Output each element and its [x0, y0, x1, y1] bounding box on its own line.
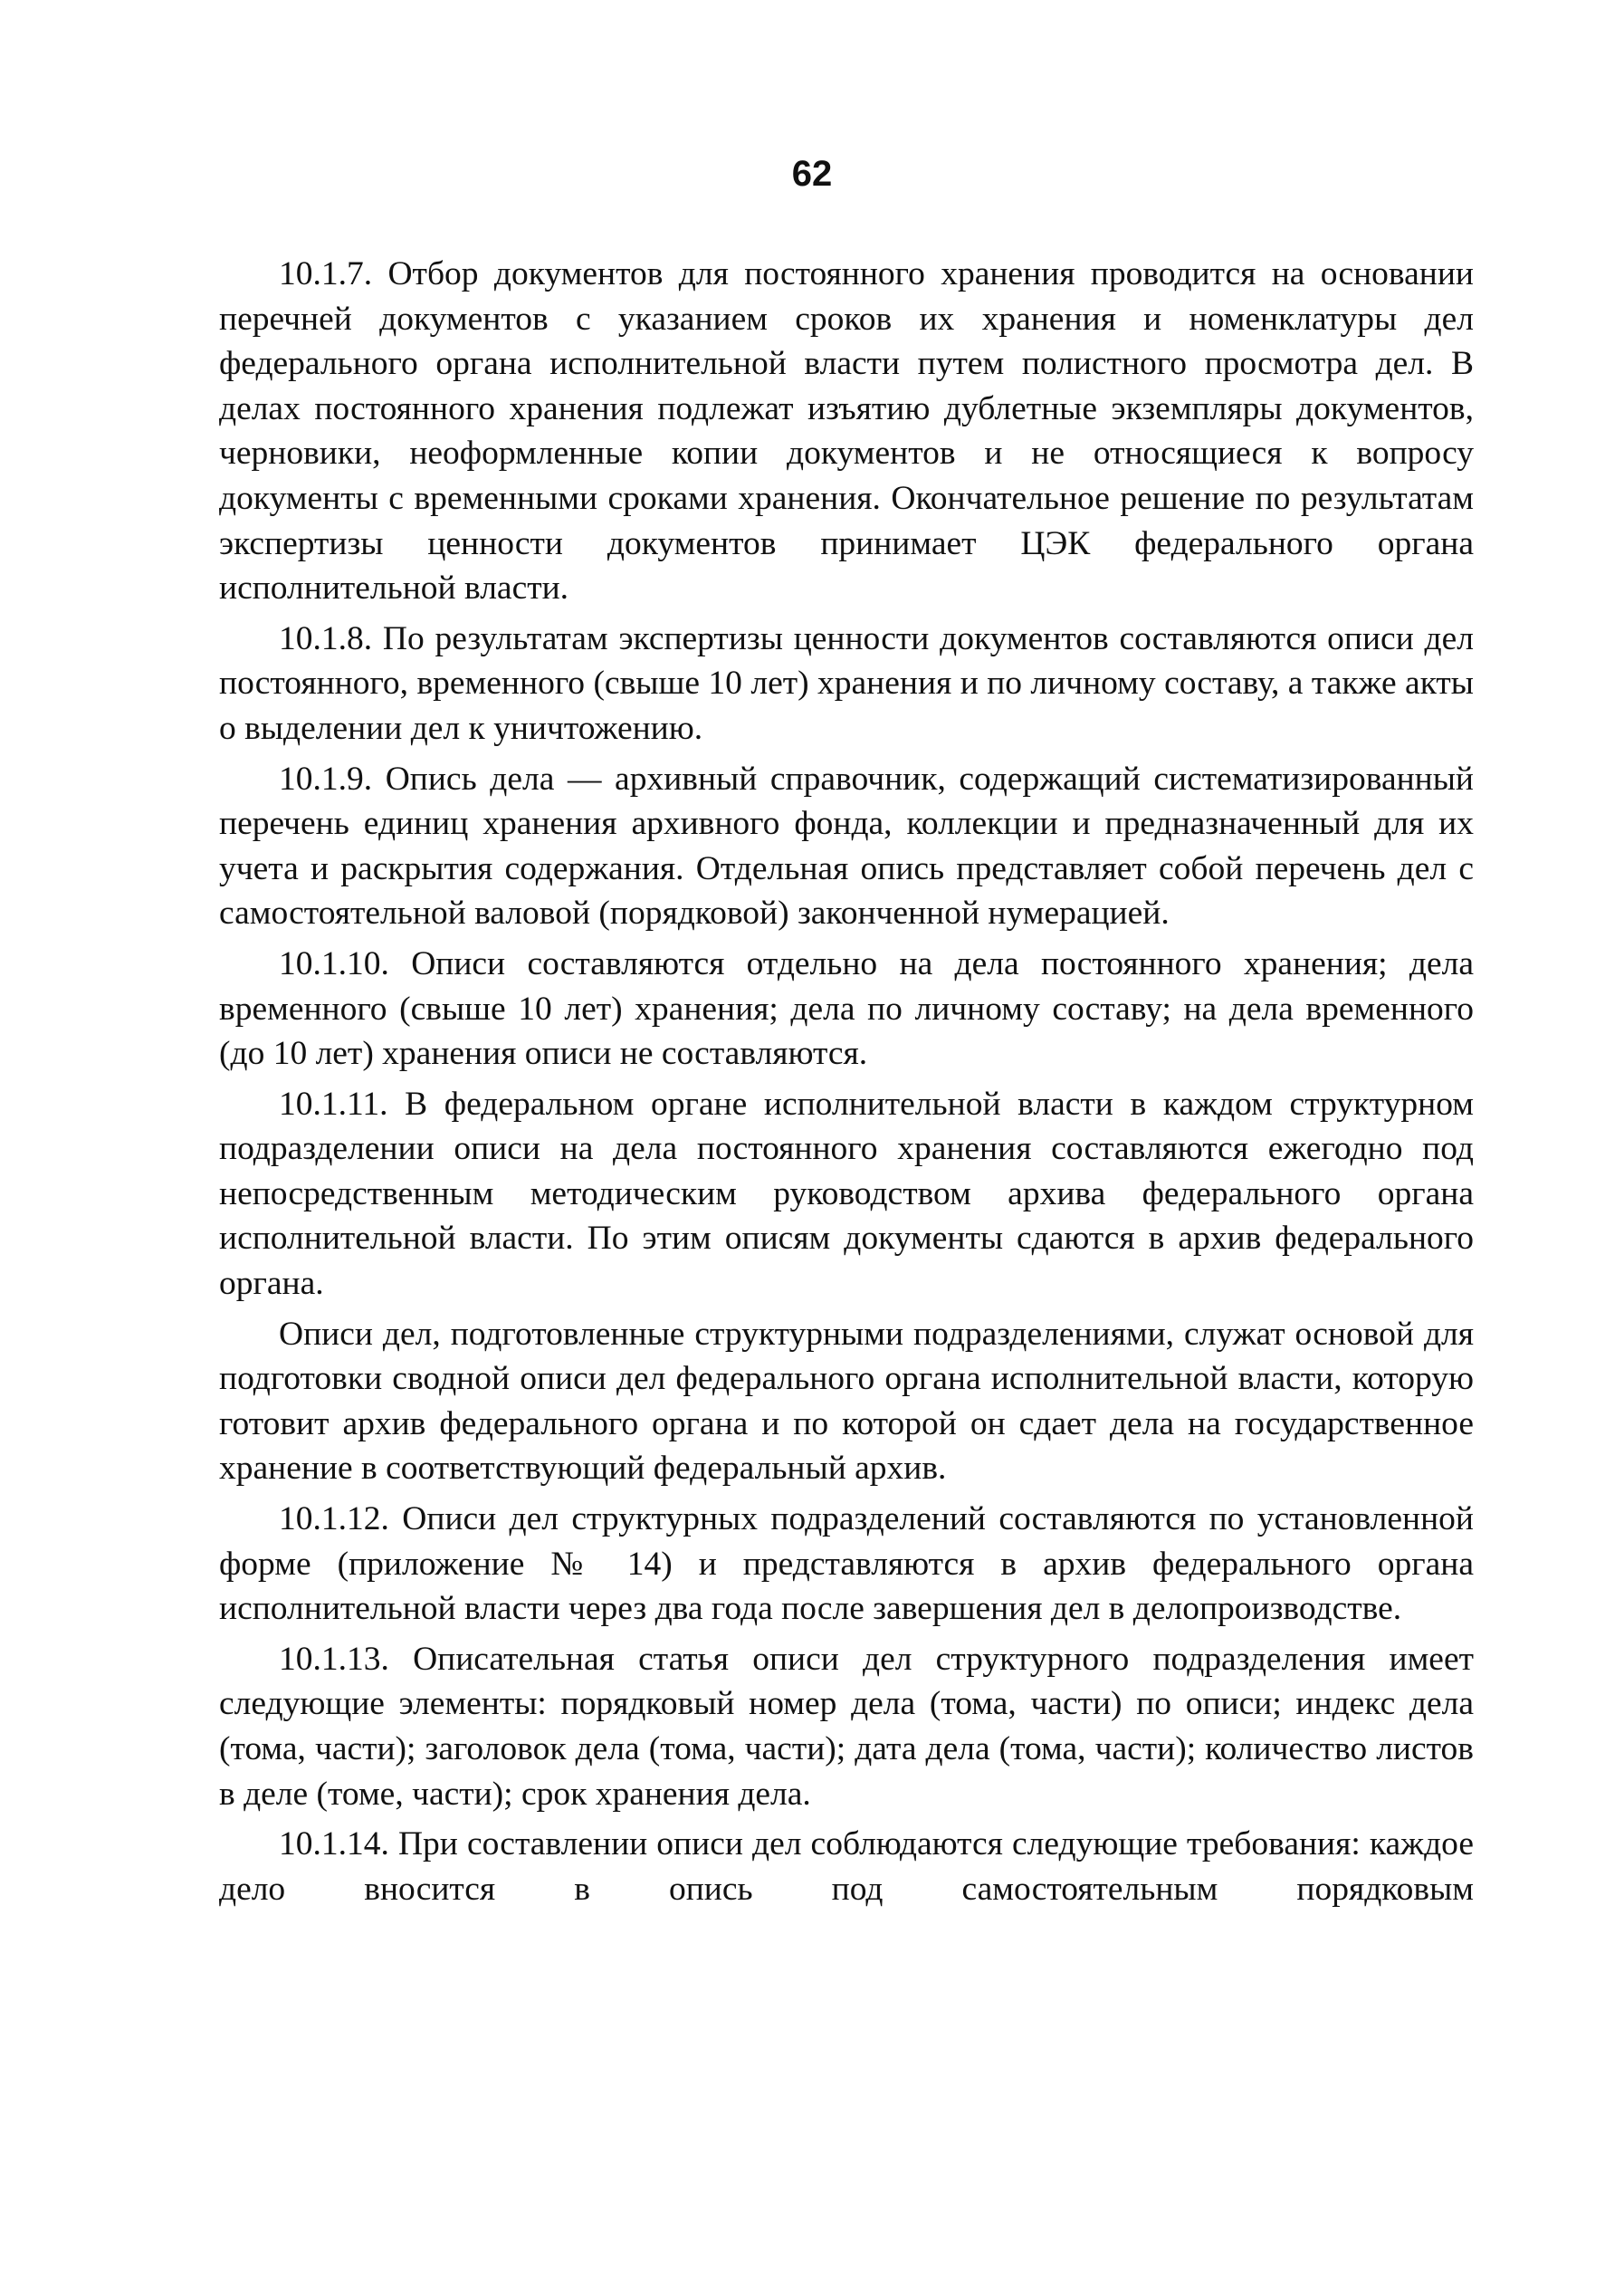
paragraph-10-1-11-continued: Описи дел, подготовленные структурными подразделениями, служат основой для подготовки сводной описи дел федерального органа исполнительной власти, которую готовит архив федерального органа и по которой он сдает дела на государственное хранение в соответствующий федеральный архив.	[219, 1315, 1474, 1488]
paragraph-10-1-7: 10.1.7. Отбор документов для постоянного хранения проводится на основании перечней документов с указанием сроков их хранения и номенклатуры дел федерального органа исполнительной власти путем полистного просмотра дел. В делах постоянного хранения подлежат изъятию дублетные экземпляры документов, черновики, неоформленные копии документов и не относящиеся к вопросу документы с временными сроками хранения. Окончательное решение по результатам экспертизы ценности документов принимает ЦЭК федерального органа исполнительной власти.	[219, 255, 1474, 608]
paragraph-10-1-11: 10.1.11. В федеральном органе исполнительной власти в каждом структурном подразделении описи на дела постоянного хранения составляются ежегодно под непосредственным методическим руководством архива федерального органа исполнительной власти. По этим описям документы сдаются в архив федерального органа.	[219, 1085, 1474, 1303]
paragraph-10-1-10: 10.1.10. Описи составляются отдельно на дела постоянного хранения; дела временного (свыше 10 лет) хранения; дела по личному составу; на дела временного (до 10 лет) хранения описи не составляются.	[219, 944, 1474, 1073]
page-number: 62	[791, 154, 833, 194]
paragraph-10-1-8: 10.1.8. По результатам экспертизы ценности документов составляются описи дел постоянного, временного (свыше 10 лет) хранения и по личному составу, а также акты о выделении дел к уничтожению.	[219, 619, 1474, 747]
paragraph-10-1-9: 10.1.9. Опись дела — архивный справочник, содержащий систематизированный перечень единиц хранения архивного фонда, коллекции и предназначенный для их учета и раскрытия содержания. Отдельная опись представляет собой перечень дел с самостоятельной валовой (порядковой) законченной нумерацией.	[219, 760, 1474, 933]
paragraph-10-1-12: 10.1.12. Описи дел структурных подразделений составляются по установленной форме (приложение № 14) и представляются в архив федерального органа исполнительной власти через два года после завершения дел в делопроизводстве.	[219, 1500, 1474, 1628]
paragraph-10-1-14: 10.1.14. При составлении описи дел соблюдаются следующие требования: каждое дело вносится в опись под самостоятельным порядковым	[219, 1825, 1474, 1908]
document-body	[219, 252, 1474, 1917]
paragraph-10-1-13: 10.1.13. Описательная статья описи дел структурного подразделения имеет следующие элементы: порядковый номер дела (тома, части) по описи; индекс дела (тома, части); заголовок дела (тома, части); дата дела (тома, части); количество листов в деле (томе, части); срок хранения дела.	[219, 1640, 1474, 1813]
